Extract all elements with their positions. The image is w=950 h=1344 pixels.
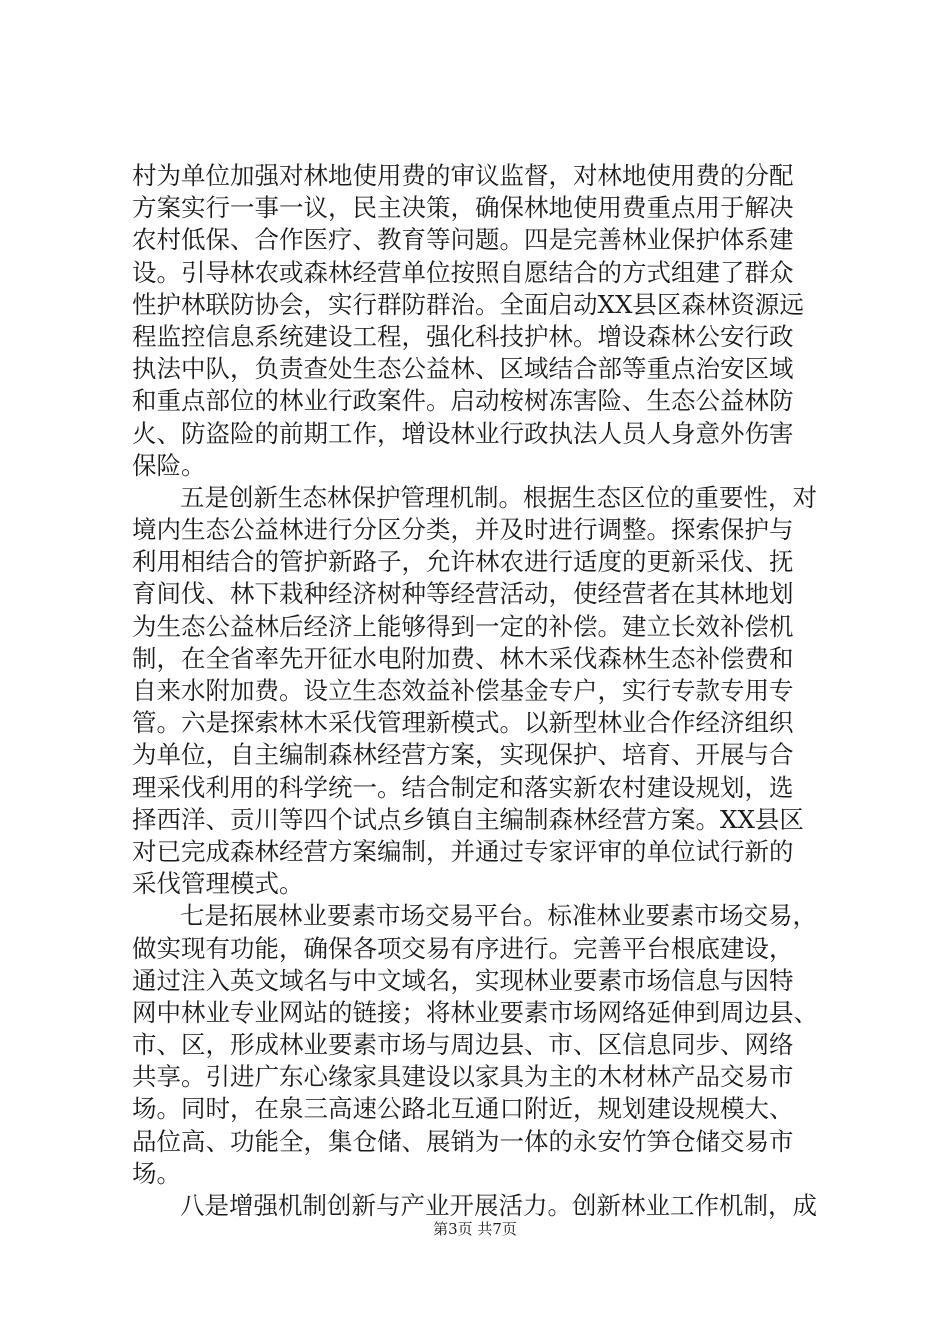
- text-line: 制，在全省率先开征水电附加费、林木采伐森林生态补偿费和: [132, 643, 794, 673]
- text-line: 管。六是探索林木采伐管理新模式。以新型林业合作经济组织: [132, 708, 794, 738]
- text-line: 做实现有功能，确保各项交易有序进行。完善平台根底建设，: [132, 933, 794, 963]
- text-line: 对已完成森林经营方案编制，并通过专家评审的单位试行新的: [132, 836, 794, 866]
- text-line: 市、区，形成林业要素市场与周边县、市、区信息同步、网络: [132, 1030, 794, 1060]
- text-line: 场。同时，在泉三高速公路北互通口附近，规划建设规模大、: [132, 1094, 794, 1124]
- text-line: 性护林联防协会，实行群防群治。全面启动XX县区森林资源远: [132, 289, 804, 319]
- text-line: 火、防盗险的前期工作，增设林业行政执法人员人身意外伤害: [132, 418, 794, 448]
- document-body: [132, 160, 832, 1222]
- text-line: 村为单位加强对林地使用费的审议监督，对林地使用费的分配: [132, 161, 794, 190]
- text-line: 网中林业专业网站的链接；将林业要素市场网络延伸到周边县、: [132, 997, 818, 1027]
- text-line: 农村低保、合作医疗、教育等问题。四是完善林业保护体系建: [132, 225, 794, 255]
- text-line: 利用相结合的管护新路子，允许林农进行适度的更新采伐、抚: [132, 547, 794, 577]
- text-line: 境内生态公益林进行分区分类，并及时进行调整。探索保护与: [132, 515, 794, 545]
- text-line: 方案实行一事一议，民主决策，确保林地使用费重点用于解决: [132, 193, 794, 223]
- text-line: 为生态公益林后经济上能够得到一定的补偿。建立长效补偿机: [132, 611, 794, 641]
- text-line: 择西洋、贡川等四个试点乡镇自主编制森林经营方案。XX县区: [132, 804, 804, 834]
- text-line: 采伐管理模式。: [132, 869, 304, 899]
- paragraph: [132, 1190, 832, 1222]
- page-number-footer: 第3页 共7页: [433, 1220, 517, 1238]
- text-line: 育间伐、林下栽种经济树种等经营活动，使经营者在其林地划: [132, 579, 794, 609]
- text-line: 七是拓展林业要素市场交易平台。标准林业要素市场交易，: [180, 901, 817, 931]
- text-line: 保险。: [132, 450, 206, 480]
- text-line: 和重点部位的林业行政案件。启动桉树冻害险、生态公益林防: [132, 386, 794, 416]
- paragraph: [132, 482, 832, 900]
- paragraph: [132, 160, 832, 482]
- text-line: 为单位，自主编制森林经营方案，实现保护、培育、开展与合: [132, 740, 794, 770]
- text-line: 八是增强机制创新与产业开展活力。创新林业工作机制，成: [180, 1191, 817, 1220]
- paragraph: [132, 900, 832, 1190]
- text-line: 通过注入英文域名与中文域名，实现林业要素市场信息与因特: [132, 965, 794, 995]
- text-line: 理采伐利用的科学统一。结合制定和落实新农村建设规划，选: [132, 772, 794, 802]
- text-line: 自来水附加费。设立生态效益补偿基金专户，实行专款专用专: [132, 676, 794, 705]
- text-line: 设。引导林农或森林经营单位按照自愿结合的方式组建了群众: [132, 257, 794, 287]
- text-line: 五是创新生态林保护管理机制。根据生态区位的重要性，对: [180, 482, 817, 512]
- text-line: 程监控信息系统建设工程，强化科技护林。增设森林公安行政: [132, 321, 794, 351]
- text-line: 共享。引进广东心缘家具建设以家具为主的木材林产品交易市: [132, 1062, 794, 1092]
- text-line: 品位高、功能全，集仓储、展销为一体的永安竹笋仓储交易市: [132, 1126, 794, 1156]
- text-line: 场。: [132, 1158, 181, 1188]
- text-line: 执法中队，负责查处生态公益林、区域结合部等重点治安区域: [132, 354, 794, 384]
